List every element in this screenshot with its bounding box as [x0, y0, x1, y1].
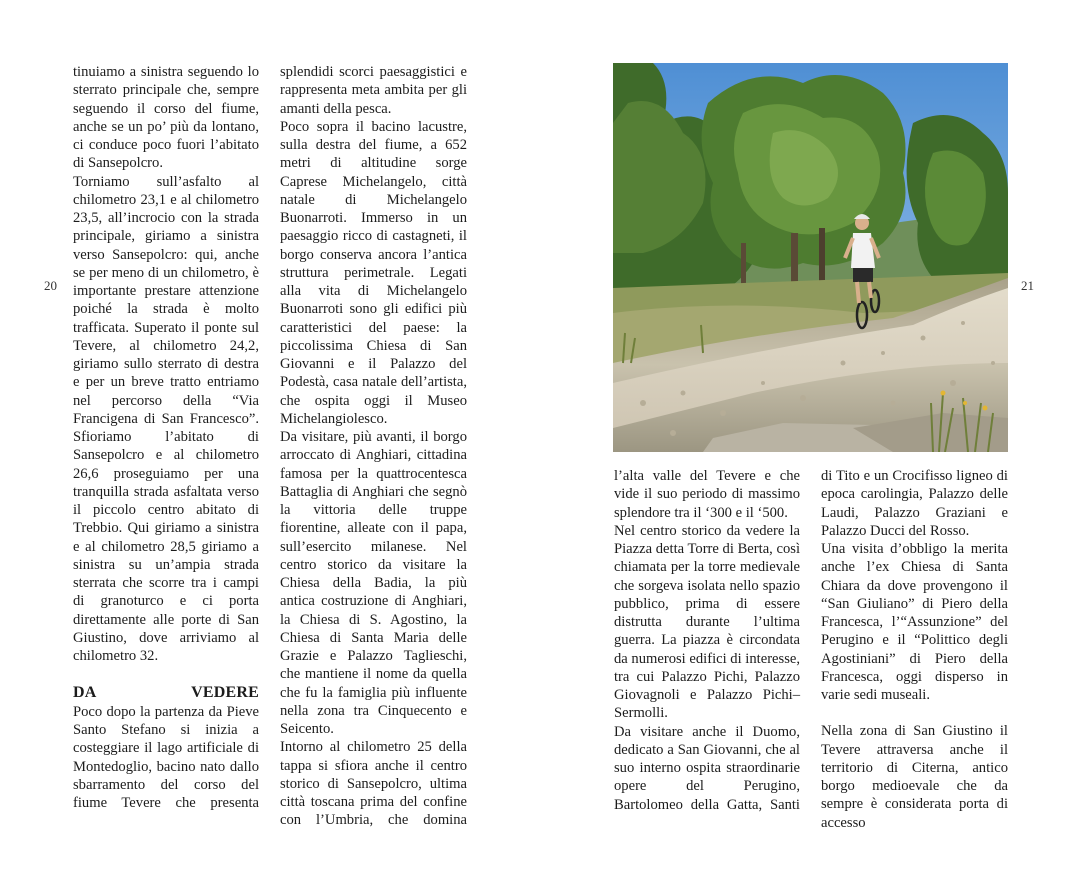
page-number-left: 20: [44, 278, 57, 293]
paragraph: Da visitare, più avanti, il borgo arroccato di Anghiari, cittadina famosa per la quattrocentesca Battaglia di Anghiari che segnò la vittoria delle truppe fiorentine, alleate con il papa, sull’esercito milanese. Nel centro storico da visitare la Chiesa della Badia, la più antica costruzione di Anghiari, la Chiesa di S. Agostino, la Chiesa di Santa Maria delle Grazie e Palazzo Taglieschi, che mantiene il nome da quella che fu la famiglia più influente nella zona tra Cinquecento e Seicento.: [280, 429, 467, 737]
paragraph: tinuiamo a sinistra seguendo lo sterrato principale che, sempre seguendo il corso del fiume, anche se un po’ più da lontano, ci conduce poco fuori l’abitato di Sansepolcro.: [73, 64, 259, 172]
paragraph: Nel centro storico da vedere la Piazza detta Torre di Berta, così chiamata per la torre medievale che sorgeva isolata nello spazio pubblico, prima di essere distrutta durante l’ultima guerra. La piazza è circondata da numerosi edifici di interesse, tra cui Palazzo Pichi, Palazzo Giovagnoli e Palazzo Pichi–Sermolli.: [614, 522, 801, 722]
section-heading: DA VEDERE: [73, 684, 259, 702]
page-number-right: 21: [1021, 278, 1034, 293]
text-column-2: [280, 63, 467, 830]
paragraph: Da visitare anche il Duomo, dedicato a San Giovanni, che al suo interno ospita straordinarie opere del Perugino, Bartolomeo della Gatta, Santi: [614, 723, 800, 813]
paragraph: Poco dopo la partenza da Pieve Santo Stefano si inizia a costeggiare il lago artificiale di Montedoglio, bacino nato dallo sbarramento del corso del fiume Tevere che presenta: [73, 703, 259, 811]
text-column-1: [73, 63, 259, 812]
paragraph: di Tito e un Crocifisso ligneo di epoca carolingia, Palazzo delle Laudi, Palazzo Graziani e Palazzo Ducci del Rosso.: [821, 468, 1008, 539]
paragraph: Poco sopra il bacino lacustre, sulla destra del fiume, a 652 metri di altitudine sorge Caprese Michelangelo, città natale di Michelangelo Buonarroti. Immerso in un paesaggio ricco di castagneti, il borgo conserva ancora l’antica struttura perimetrale. Legati alla vita di Michelangelo Buonarroti sono gli edifici più caratteristici del paese: la piccolissima Chiesa di San Giovanni e il Palazzo del Podestà, casa natale dell’artista, che ospita oggi il Museo Michelangiolesco.: [280, 118, 467, 427]
paragraph: splendidi scorci paesaggistici e rappresenta meta ambita per gli amanti della pesca.: [280, 64, 467, 117]
paragraph: Nella zona di San Giustino il Tevere attraversa anche il territorio di Citerna, antico borgo medioevale che da sempre è considerata porta di accesso: [821, 723, 1008, 831]
paragraph: l’alta valle del Tevere e che vide il suo periodo di massimo splendore tra il ‘300 e il ‘500.: [614, 468, 800, 521]
paragraph: Torniamo sull’asfalto al chilometro 23,1 e al chilometro 23,5, all’incrocio con la strada principale, giriamo a sinistra verso Sansepolcro: qui, anche se per meno di un chilometro, è importante prestare attenzione poiché la strada è molto trafficata. Superato il ponte sul Tevere, al chilometro 24,2, giriamo sullo sterrato di destra e per un breve tratto entriamo nel percorso della “Via Francigena di San Francesco”. Sfioriamo l’abitato di Sansepolcro e al chilometro 26,6 proseguiamo per una tranquilla strada asfaltata verso il piccolo centro abitato di Trebbio. Qui giriamo a sinistra e al chilometro 28,5 giriamo a sinistra su un’ampia strada sterrata che scorre tra i campi di granoturco e ci porta direttamente alle porte di San Giustino, dove arriviamo al chilometro 32.: [73, 173, 259, 664]
text-column-3: [614, 467, 800, 814]
paragraph: Una visita d’obbligo la merita anche l’ex Chiesa di Santa Chiara da dove provengono il “San Giuliano” di Piero della Francesca, l’“Assunzione” del Perugino e il “Polittico degli Agostiniani” di Piero della Francesca, oggi disperso in varie sedi museali.: [821, 541, 1008, 703]
text-column-4: [821, 467, 1008, 832]
cyclist-photo: [613, 63, 1008, 452]
paragraph: Intorno al chilometro 25 della tappa si sfiora anche il centro storico di Sansepolcro, ultima città toscana prima del confine con l’Umbria, che domina: [280, 739, 467, 829]
